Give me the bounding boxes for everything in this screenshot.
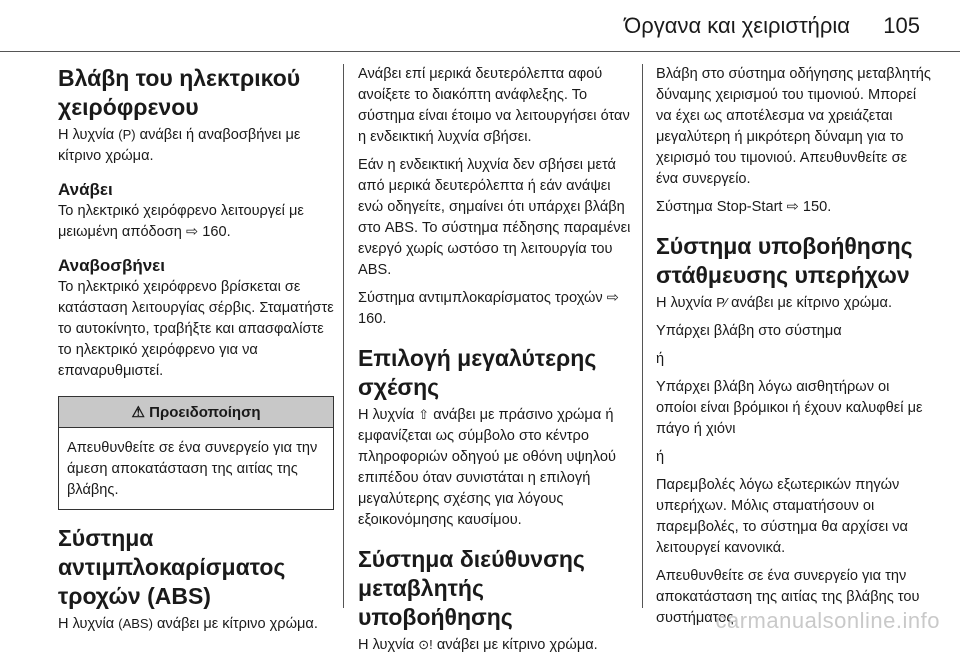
page-reference[interactable]: 160. [358,311,387,327]
upshift-text [358,404,634,531]
column-1 [58,64,334,642]
or-text: ή [656,351,665,367]
warning-body [59,427,333,509]
reference-arrow-icon: ⇨ [606,290,619,306]
upshift-icon: ⇧ [418,407,430,422]
warning-title: Προειδοποίηση [149,404,261,421]
abs-para-3 [358,288,634,330]
park-assist-text [656,292,932,314]
reference-arrow-icon: ⇨ [185,224,199,240]
illuminated-text [58,201,334,243]
illuminated-desc: Το ηλεκτρικό χειρόφρενο λειτουργεί με μειωμένη απόδοση [58,203,304,240]
page-reference[interactable]: 150. [802,199,832,215]
warning-box [58,396,334,510]
park-assist-icon: P⁄ [716,295,728,310]
text-lamp-desc: ανάβει με πράσινο χρώμα ή εμφανίζεται ως σύμβολο στο κέντρο πληροφοριών οδηγού με οθόνη υψηλού επιπέδου όταν συνιστάται η επιλογή μεγαλύτερης σχέσης για λόγους εξοικονόμησης καυσίμου. [358,407,617,528]
watermark: carmanualsonline.info [715,608,940,633]
parking-brake-warning-icon: (P) [118,127,136,142]
page-reference[interactable]: 160. [202,224,231,240]
column-3 [656,64,932,636]
text-lamp-desc: ανάβει με κίτρινο χρώμα. [156,616,318,632]
text-lamp: Η λυχνία [358,407,415,423]
heading-park-assist: Σύστημα υποβοήθησης στάθμευσης υπερήχων [656,233,913,288]
heading-flashing: Αναβοσβήνει [58,256,165,275]
text-lamp: Η λυχνία [358,637,415,653]
park-fault-3: Παρεμβολές λόγω εξωτερικών πηγών υπερήχων. Μόλις σταματήσουν οι παρεμβολές, το σύστημα θα αρχίσει να λειτουργεί κανονικά. [656,477,908,556]
header-divider [0,51,960,52]
stop-start-ref [656,197,932,218]
abs-para-2: Εάν η ενδεικτική λυχνία δεν σβήσει μετά από μερικά δευτερόλεπτα ή εάν ανάψει ενώ οδηγείτε, σημαίνει ότι υπάρχει βλάβη στο ABS. Το σύστημα πέδησης παραμένει ενεργό χωρίς ωστόσο τη λειτουργία του ABS. [358,157,631,278]
text-lamp-desc: ανάβει ή αναβοσβήνει με κίτρινο χρώμα. [58,127,301,164]
text-lamp-desc: ανάβει με κίτρινο χρώμα. [731,295,893,311]
stop-start-text: Σύστημα Stop-Start [656,199,783,215]
text-lamp: Η λυχνία [58,616,115,632]
page-header [0,0,960,60]
column-divider-2 [642,64,643,608]
abs-ref-text: Σύστημα αντιμπλοκαρίσματος τροχών [358,290,603,306]
page-number: 105 [883,13,920,38]
text-lamp: Η λυχνία [58,127,115,143]
park-fault-2: Υπάρχει βλάβη λόγω αισθητήρων οι οποίοι είναι βρόμικοι ή έχουν καλυφθεί με πάγο ή χιόνι [656,379,923,437]
warning-icon: ⚠ [131,404,145,421]
chapter-title: Όργανα και χειριστήρια [624,13,850,38]
abs-icon: (ABS) [118,616,153,631]
heading-brake-fault: Βλάβη του ηλεκτρικού χειρόφρενου [58,65,301,120]
abs-para-1: Ανάβει επί μερικά δευτερόλεπτα αφού ανοίξετε το διακόπτη ανάφλεξης. Το σύστημα είναι έτοιμο να λειτουργήσει όταν η ενδεικτική λυχνία σβήσει. [358,66,630,145]
warning-text: Απευθυνθείτε σε ένα συνεργείο για την άμεση αποκατάσταση της αιτίας της βλάβης. [67,440,318,498]
warning-header [59,397,333,427]
flashing-text: Το ηλεκτρικό χειρόφρενο βρίσκεται σε κατάσταση λειτουργίας σέρβις. Σταματήστε το αυτοκίνητο, τραβήξτε και απασφαλίστε το ηλεκτρικό χειρόφρενο για να επαναρυθμιστεί. [58,279,334,379]
heading-steering: Σύστημα διεύθυνσης μεταβλητής υποβοήθησης [358,546,585,630]
text-lamp-desc: ανάβει με κίτρινο χρώμα. [436,637,598,653]
column-divider-1 [343,64,344,608]
steering-para: Βλάβη στο σύστημα οδήγησης μεταβλητής δύναμης χειρισμού του τιμονιού. Μπορεί να έχει ως αποτέλεσμα να χρειάζεται μεγαλύτερη ή μικρότερη δύναμη για το χειρισμό του τιμονιού. Απευθυνθείτε σε ένα συνεργείο. [656,66,931,187]
heading-abs: Σύστημα αντιμπλοκαρίσματος τροχών (ABS) [58,525,286,609]
heading-illuminated: Ανάβει [58,180,113,199]
heading-upshift: Επιλογή μεγαλύτερης σχέσης [358,345,597,400]
park-workshop: Απευθυνθείτε σε ένα συνεργείο για την αποκατάσταση της αιτίας της βλάβης του συστήματος. [656,568,920,626]
brake-fault-text [58,124,334,167]
abs-text [58,613,334,635]
or-text: ή [656,449,665,465]
steering-warning-icon: ⊙! [418,637,433,652]
column-2 [358,64,634,663]
text-lamp: Η λυχνία [656,295,713,311]
steering-text [358,634,634,656]
reference-arrow-icon: ⇨ [786,199,799,215]
park-fault-1: Υπάρχει βλάβη στο σύστημα [656,323,842,339]
